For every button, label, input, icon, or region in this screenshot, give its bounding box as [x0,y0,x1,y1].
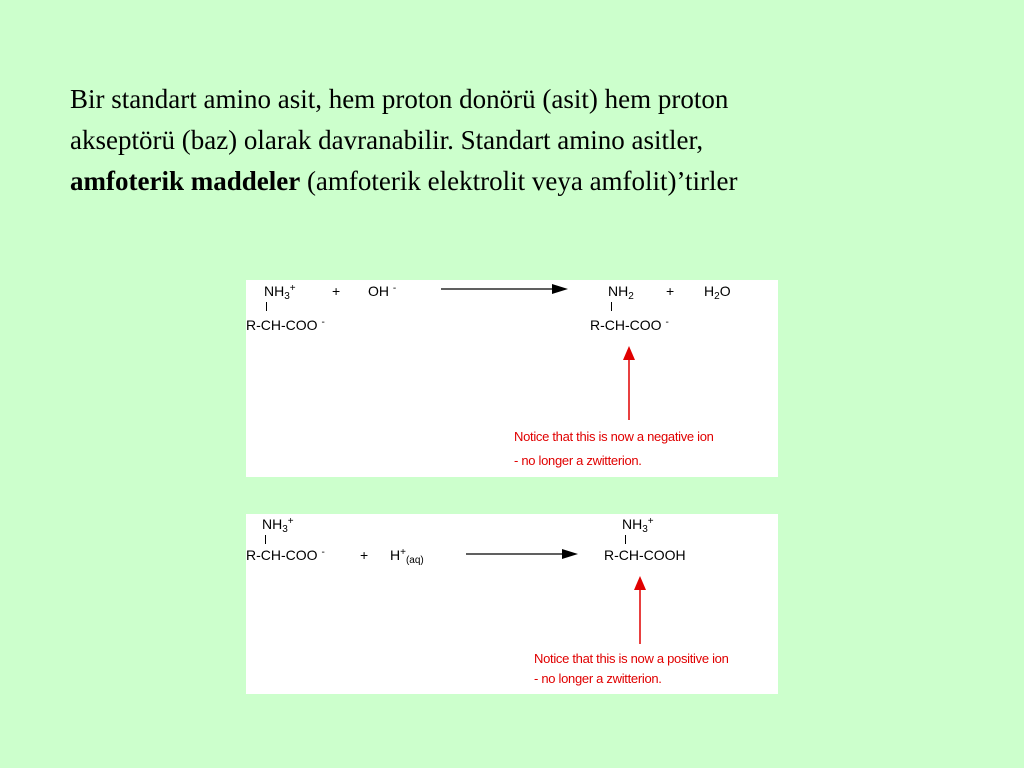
plus-sign: + [332,283,341,299]
reaction-arrow-head-2 [562,549,578,559]
intro-line-3: (amfoterik elektrolit veya amfolit)’tirler [300,166,738,196]
reactant-bond [266,302,267,311]
hydroxide-ion: OH - [368,283,397,299]
product-bond [611,302,612,311]
hydrogen-ion: $H^+_{(aq)}$ [390,547,424,566]
reaction-base-diagram [246,280,778,477]
reaction-acid-diagram [246,514,778,694]
intro-line-1: Bir standart amino asit, hem proton donörü (asit) hem proton [70,84,729,114]
product-amino-group: $NH_2$ [608,283,634,302]
product-bond-2 [625,535,626,544]
note-negative-ion: Notice that this is now a negative ion [514,429,714,444]
amphoteric-term: amfoterik maddeler [70,166,301,196]
reactant-bond-2 [265,535,266,544]
note-zwitterion-1: - no longer a zwitterion. [514,453,642,468]
note-arrow-head-2 [634,576,646,590]
water-molecule: $H_2O$ [704,283,731,302]
plus-sign-3: + [360,547,369,563]
plus-sign-2: + [666,283,675,299]
reactant-chain: R-CH-COO - [246,317,325,333]
intro-line-2: akseptörü (baz) olarak davranabilir. Standart amino asitler, [70,125,704,155]
reactant-amino-group: $NH_3^+$ [264,283,296,302]
note-arrow-head [623,346,635,360]
intro-paragraph [70,79,970,202]
reactant-chain-2: R-CH-COO - [246,547,325,563]
product-amino-group-2: $NH_3^+$ [622,516,654,535]
product-chain: R-CH-COO - [590,317,669,333]
product-chain-2: R-CH-COOH [604,547,686,563]
reactant-amino-group-2: $NH_3^+$ [262,516,294,535]
note-zwitterion-2: - no longer a zwitterion. [534,671,662,686]
note-positive-ion: Notice that this is now a positive ion [534,651,729,666]
reaction-arrow-head [552,284,568,294]
